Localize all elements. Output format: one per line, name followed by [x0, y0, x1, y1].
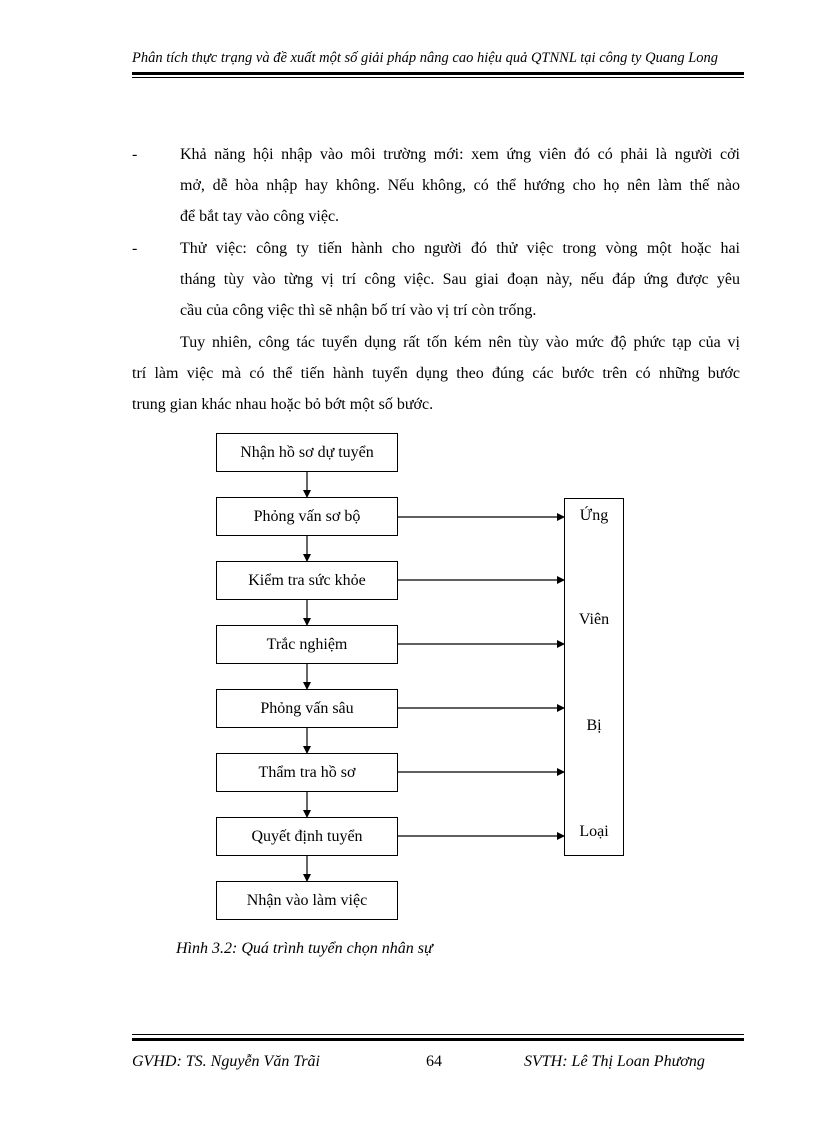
footer-rule-thin [132, 1034, 744, 1035]
bullet-2-line-3: cầu của công việc thì sẽ nhận bố trí vào vị trí còn trống. [180, 302, 537, 319]
footer-rule-thick [132, 1038, 744, 1041]
bullet-1-line-2: mở, dễ hòa nhập hay không. Nếu không, có thể hướng cho họ nên làm thế nào [180, 177, 740, 194]
bullet-dash: - [132, 240, 138, 257]
step-box-7: Quyết định tuyển [216, 817, 398, 856]
step-box-2: Phỏng vấn sơ bộ [216, 497, 398, 536]
paragraph-line-2: trí làm việc mà có thể tiến hành tuyển dụng theo đúng các bước trên có những bước [132, 365, 740, 382]
figure-caption: Hình 3.2: Quá trình tuyển chọn nhân sự [176, 940, 433, 957]
rejected-label-2: Viên [578, 611, 610, 628]
page-number: 64 [426, 1053, 442, 1070]
rejected-label-3: Bị [586, 717, 602, 734]
bullet-2-line-1: Thử việc: công ty tiến hành cho người đó thử việc trong vòng một hoặc hai [180, 240, 740, 257]
step-box-1: Nhận hồ sơ dự tuyển [216, 433, 398, 472]
rejected-candidates-box [564, 498, 624, 856]
paragraph-line-3: trung gian khác nhau hoặc bỏ bớt một số bước. [132, 396, 434, 413]
bullet-1-line-1: Khả năng hội nhập vào môi trường mới: xem ứng viên đó có phải là người cởi [180, 146, 740, 163]
paragraph-line-1: Tuy nhiên, công tác tuyển dụng rất tốn kém nên tùy vào mức độ phức tạp của vị [180, 334, 740, 351]
rejected-label-4: Loại [579, 823, 609, 840]
footer-advisor: GVHD: TS. Nguyễn Văn Trãi [132, 1053, 320, 1070]
step-box-6: Thẩm tra hồ sơ [216, 753, 398, 792]
rejected-label-1: Ứng [579, 507, 609, 524]
step-box-8: Nhận vào làm việc [216, 881, 398, 920]
bullet-1-line-3: để bắt tay vào công việc. [180, 208, 340, 225]
bullet-2-line-2: tháng tùy vào từng vị trí công việc. Sau giai đoạn này, nếu đáp ứng được yêu [180, 271, 740, 288]
bullet-dash: - [132, 146, 138, 163]
footer-student: SVTH: Lê Thị Loan Phương [524, 1053, 705, 1070]
step-box-4: Trắc nghiệm [216, 625, 398, 664]
step-box-3: Kiểm tra sức khỏe [216, 561, 398, 600]
header-title: Phân tích thực trạng và đề xuất một số giải pháp nâng cao hiệu quả QTNNL tại công ty Quang Long [132, 50, 719, 66]
step-box-5: Phỏng vấn sâu [216, 689, 398, 728]
